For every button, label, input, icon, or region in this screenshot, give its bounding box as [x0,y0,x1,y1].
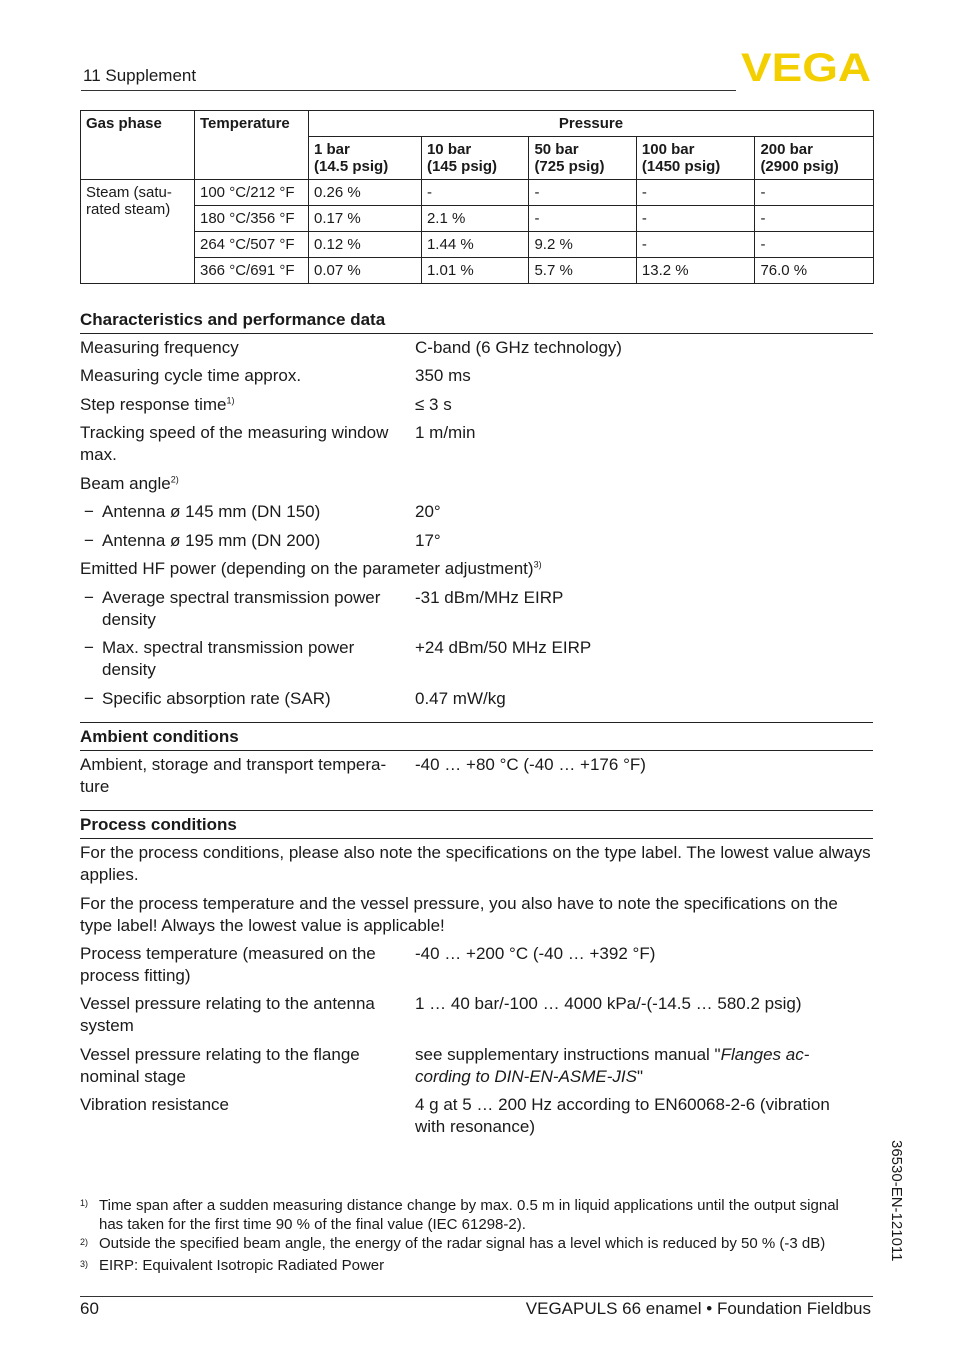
section-divider [80,333,873,334]
footnote-text: Outside the specified beam angle, the energy of the radar signal has a level which is reduced by 50 % (-3 dB) [99,1235,826,1252]
antenna-195-value: 17° [415,531,441,550]
value-cell: - [636,206,755,232]
footnote-number: 1) [80,1198,89,1208]
sar-label: Specific absorption rate (SAR) [102,689,331,708]
ambient-temp-label: Ambient, storage and transport tempera- ture [80,755,387,796]
characteristics-title: Characteristics and performance data [80,310,386,329]
footnote-ref: 2) [170,474,179,485]
temp-cell: 366 °C/691 °F [195,258,309,284]
value-cell: 0.12 % [309,232,422,258]
vessel-antenna-label: Vessel pressure relating to the antenna system [80,994,375,1035]
measuring-frequency-value: C-band (6 GHz technology) [415,338,622,357]
antenna-145-label: Antenna ø 145 mm (DN 150) [102,502,321,521]
hf-power-label: Emitted HF power (depending on the parameter adjustment)$^{3)}$ [80,559,542,578]
value-cell: - [755,232,874,258]
value-cell: 1.44 % [421,232,528,258]
table-row [81,206,874,232]
list-dash: − [84,531,94,550]
table-row [81,232,874,258]
value-cell: - [529,206,636,232]
temp-cell: 264 °C/507 °F [195,232,309,258]
section-divider [80,810,873,811]
footnote-number: 3) [80,1259,89,1269]
footnote-text: Time span after a sudden measuring distance change by max. 0.5 m in liquid applications until the output signal has taken for the first time 90 % of the final value (IEC 61298-2). [99,1197,839,1233]
value-cell: 9.2 % [529,232,636,258]
process-note-2: For the process temperature and the vessel pressure, you also have to note the specifications on the type label! Always the lowest value is applicable! [80,894,838,935]
section-divider [80,838,873,839]
value-cell: - [755,180,874,206]
table-header-row [81,111,874,137]
section-divider [80,750,873,751]
max-density-value: +24 dBm/50 MHz EIRP [415,638,592,657]
tracking-speed-value: 1 m/min [415,423,476,442]
list-dash: − [84,689,94,708]
value-cell: 5.7 % [529,258,636,284]
tracking-speed-label: Tracking speed of the measuring window max. [80,423,389,464]
temp-cell: 180 °C/356 °F [195,206,309,232]
sar-value: 0.47 mW/kg [415,689,506,708]
pressure-col: 1 bar (14.5 psig) [309,137,422,180]
ambient-temp-value: -40 … +80 °C (-40 … +176 °F) [415,755,646,774]
max-density-label: Max. spectral transmission power density [102,638,355,679]
process-note-1: For the process conditions, please also note the specifications on the type label. The lowest value always applies. [80,843,871,884]
footnote-ref: 3) [533,559,542,570]
header-divider [81,90,736,91]
vibration-label: Vibration resistance [80,1095,229,1114]
footnote-ref: 1) [226,395,235,406]
section-divider [80,722,873,723]
table-row [81,180,874,206]
value-cell: 0.17 % [309,206,422,232]
temperature-header: Temperature [195,111,309,180]
temp-cell: 100 °C/212 °F [195,180,309,206]
value-cell: - [529,180,636,206]
process-title: Process conditions [80,815,237,834]
vessel-antenna-value: 1 … 40 bar/-100 … 4000 kPa/-(-14.5 … 580.2 psig) [415,994,802,1013]
page-number: 60 [80,1299,99,1318]
value-cell: - [636,180,755,206]
cycle-time-value: 350 ms [415,366,471,385]
value-cell: - [421,180,528,206]
vibration-value: 4 g at 5 … 200 Hz according to EN60068-2-6 (vibration with resonance) [415,1095,830,1136]
document-id: 36530-EN-121011 [888,1140,905,1262]
pressure-col: 10 bar (145 psig) [421,137,528,180]
gas-phase-header: Gas phase [81,111,195,180]
value-cell: - [636,232,755,258]
list-dash: − [84,638,94,657]
process-temp-value: -40 … +200 °C (-40 … +392 °F) [415,944,656,963]
antenna-195-label: Antenna ø 195 mm (DN 200) [102,531,321,550]
ambient-title: Ambient conditions [80,727,239,746]
value-cell: - [755,206,874,232]
beam-angle-label: Beam angle$^{2)}$ [80,474,179,493]
value-cell: 2.1 % [421,206,528,232]
list-dash: − [84,502,94,521]
step-response-value: ≤ 3 s [415,395,452,414]
measuring-frequency-label: Measuring frequency [80,338,239,357]
pressure-col: 50 bar (725 psig) [529,137,636,180]
footer-title: VEGAPULS 66 enamel • Foundation Fieldbus [525,1299,871,1318]
pressure-header: Pressure [309,111,874,137]
gas-phase-table [80,110,874,284]
antenna-145-value: 20° [415,502,441,521]
value-cell: 13.2 % [636,258,755,284]
vessel-flange-value: see supplementary instructions manual "Flanges ac- cording to DIN-EN-ASME-JIS" [415,1045,810,1086]
value-cell: 0.07 % [309,258,422,284]
footnote-text: EIRP: Equivalent Isotropic Radiated Power [99,1257,385,1274]
gas-phase-cell: Steam (satu- rated steam) [81,180,195,284]
pressure-col: 100 bar (1450 psig) [636,137,755,180]
list-dash: − [84,588,94,607]
pressure-col: 200 bar (2900 psig) [755,137,874,180]
cycle-time-label: Measuring cycle time approx. [80,366,302,385]
section-header: 11 Supplement [83,66,197,85]
step-response-label: Step response time$^{1)}$ [80,395,235,414]
footnote-number: 2) [80,1237,89,1247]
avg-density-value: -31 dBm/MHz EIRP [415,588,564,607]
value-cell: 1.01 % [421,258,528,284]
process-temp-label: Process temperature (measured on the process fitting) [80,944,376,985]
vega-logo [740,50,872,84]
value-cell: 76.0 % [755,258,874,284]
table-row [81,258,874,284]
vessel-flange-label: Vessel pressure relating to the flange nominal stage [80,1045,360,1086]
vega-logo-text: VEGA [741,50,871,84]
avg-density-label: Average spectral transmission power density [102,588,381,629]
value-cell: 0.26 % [309,180,422,206]
footer-divider [80,1296,873,1297]
